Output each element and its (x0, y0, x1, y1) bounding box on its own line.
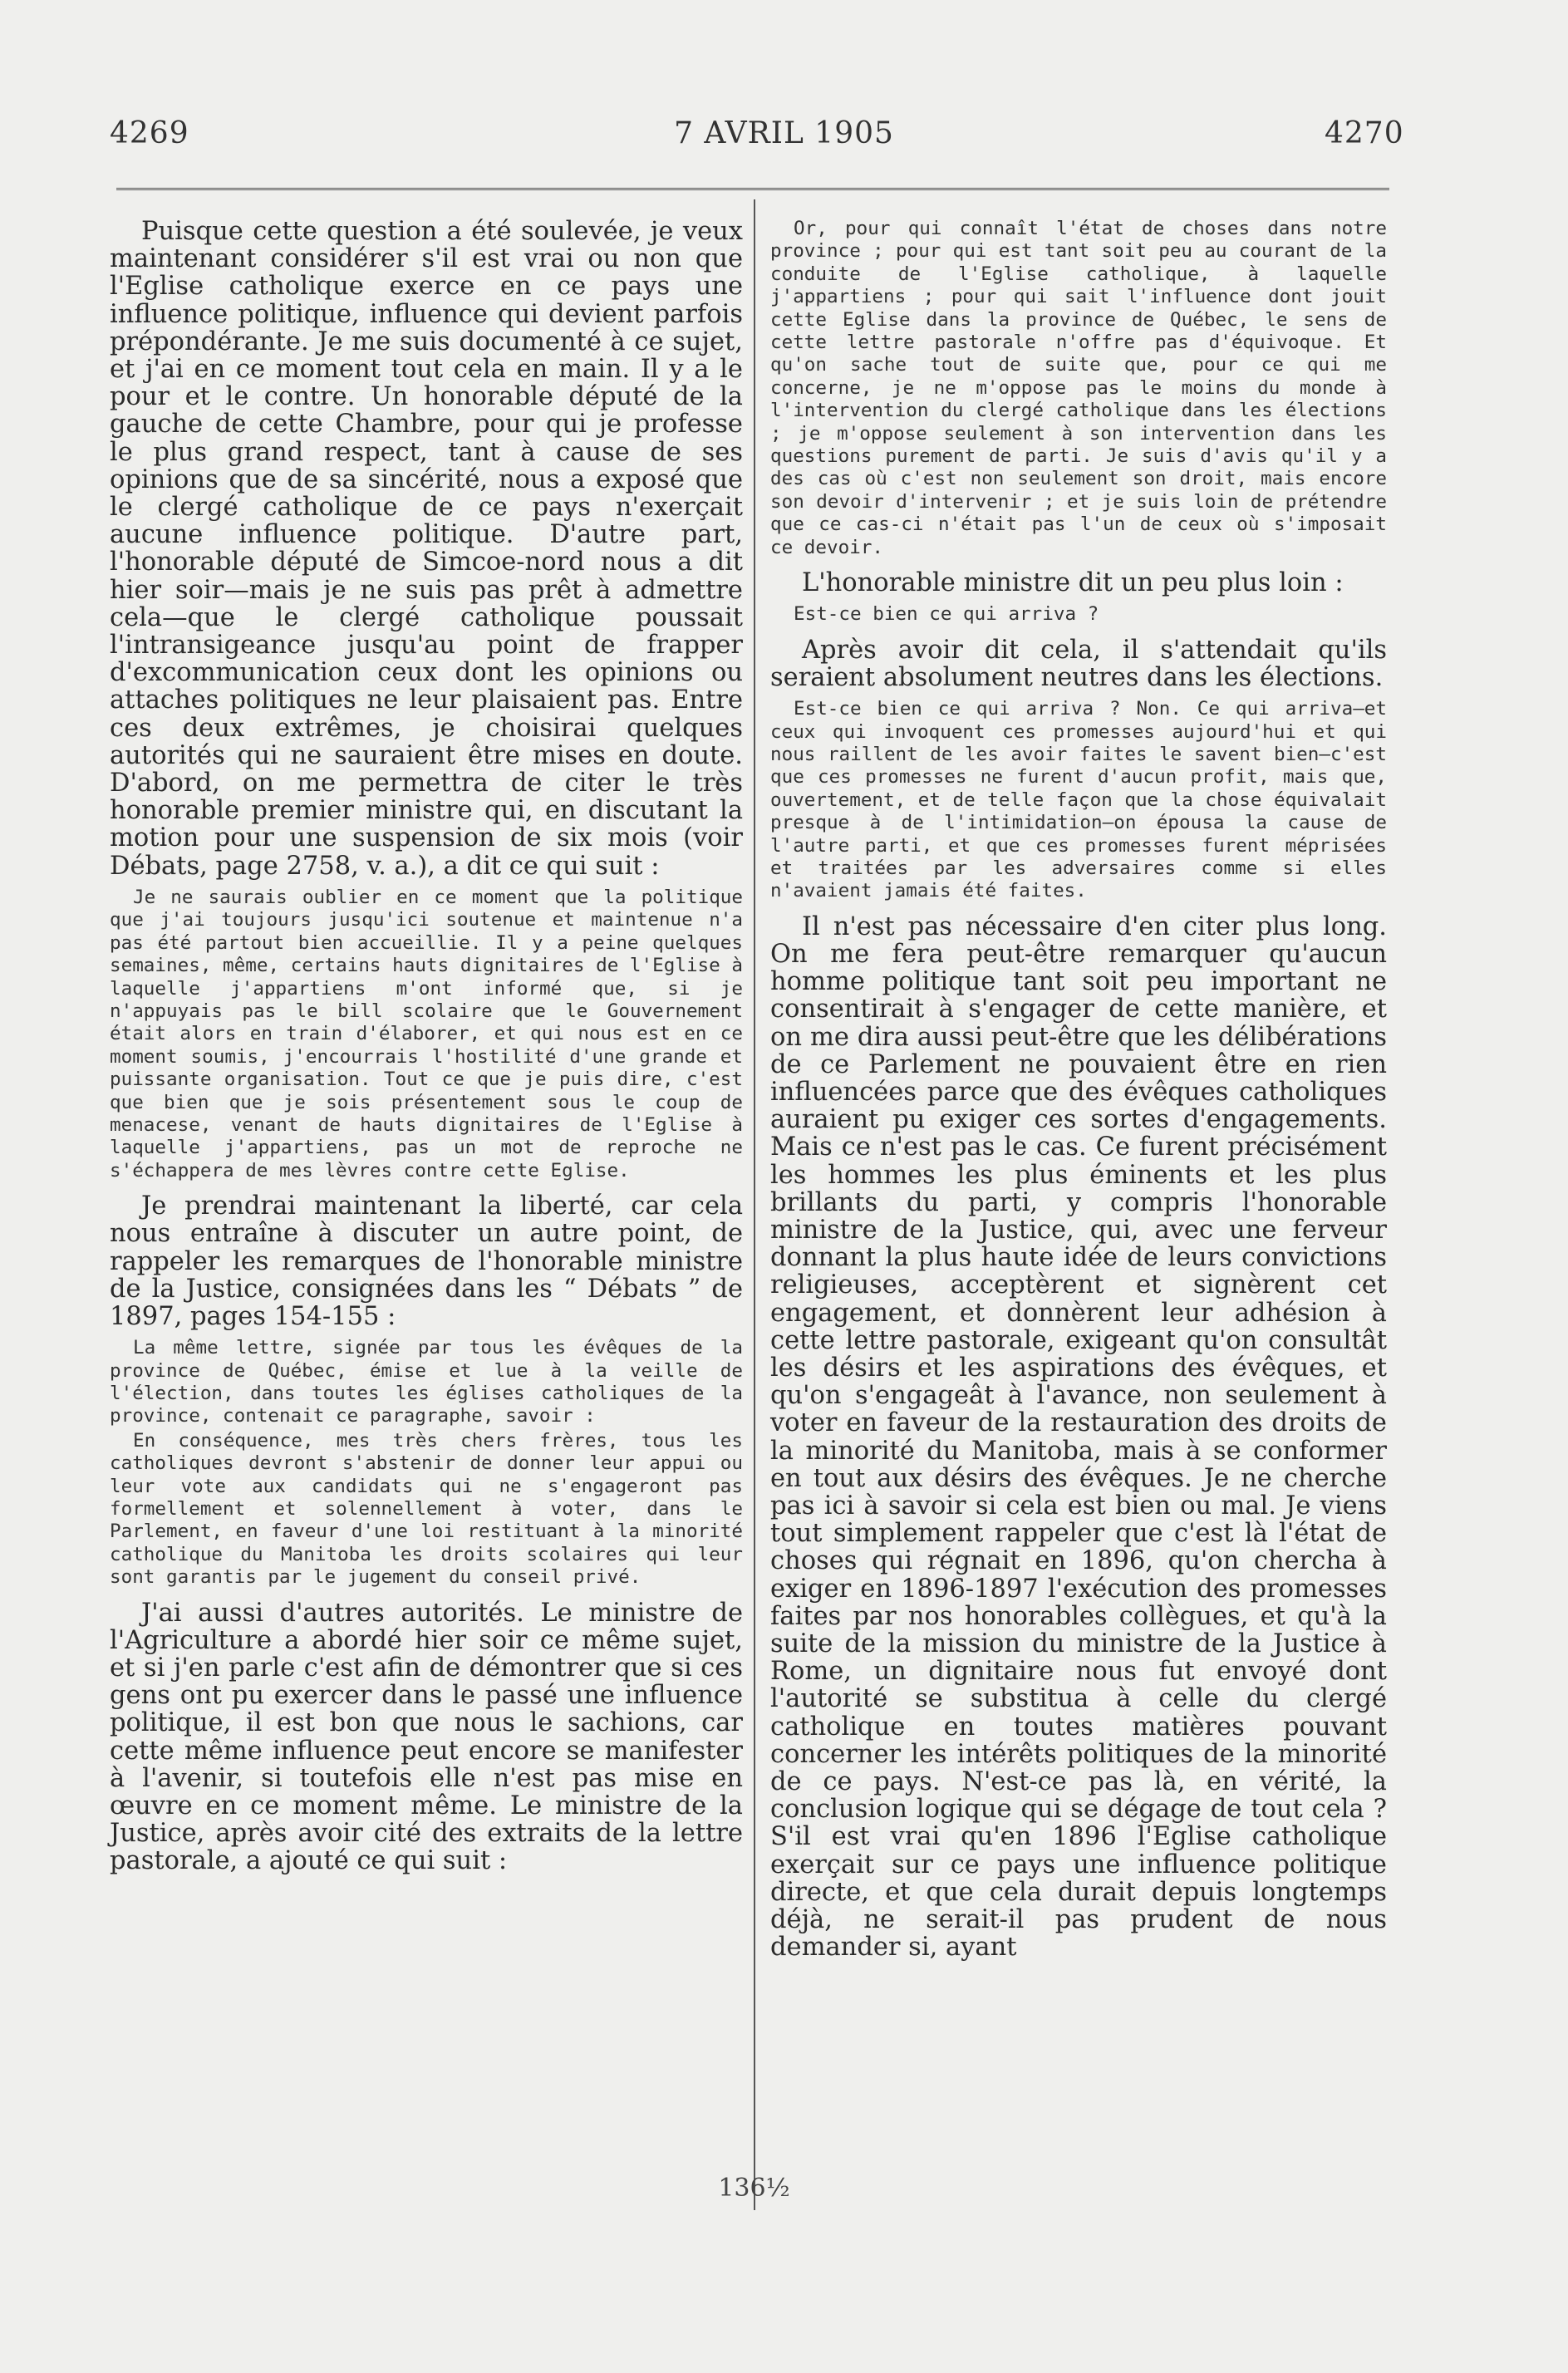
paragraph: Je prendrai maintenant la liberté, car cela nous entraîne à discuter un autre point, de rappeler les remarques de l'honorable ministre de la Justice, consignées dans les “ Débats ” de 1897, pages 154-155 : (110, 1191, 743, 1331)
block-quote: En conséquence, mes très chers frères, tous les catholiques devront s'abstenir de donner leur appui ou leur vote aux candidats qui ne s'engageront pas formellement et solennellement à voter, dans le Parlement, en faveur d'une loi restituant à la minorité catholique du Manitoba les droits scolaires qui leur sont garantis par le jugement du conseil privé. (110, 1429, 743, 1589)
block-quote: Est-ce bien ce qui arriva ? (794, 603, 1099, 626)
header-rule (116, 188, 1389, 190)
column-divider (754, 199, 755, 2210)
page-number-right: 4270 (1325, 116, 1404, 150)
folio-number: 136½ (718, 2174, 790, 2203)
block-quote: Est-ce bien ce qui arriva ? Non. Ce qui arriva—et ceux qui invoquent ces promesses aujourd'hui et qui nous raillent de les avoir faites le savent bien—c'est que ces promesses ne furent d'aucun profit, mais que, ouvertement, et de telle façon que la chose équivalait presque à de l'intimidation—on épousa la cause de l'autre parti, et que ces promesses furent méprisées et traitées par les adversaires comme si elles n'avaient jamais été faites. (770, 698, 1387, 902)
running-header-date: 7 AVRIL 1905 (674, 116, 894, 150)
page-number-left: 4269 (110, 116, 189, 150)
paragraph: Puisque cette question a été soulevée, je veux maintenant considérer s'il est vrai ou non que l'Eglise catholique exerce en ce pays une influence politique, influence qui devient parfois prépondérante. Je me suis documenté à ce sujet, et j'ai en ce moment tout cela en main. Il y a le pour et le contre. Un honorable député de la gauche de cette Chambre, pour qui je professe le plus grand respect, tant à cause de ses opinions que de sa sincérité, nous a exposé que le clergé catholique de ce pays n'exerçait aucune influence politique. D'autre part, l'honorable député de Simcoe-nord nous a dit hier soir—mais je ne suis pas prêt à admettre cela—que le clergé catholique poussait l'intransigeance jusqu'au point de frapper d'excommunication ceux dont les opinions ou attaches politiques ne leur plaisaient pas. Entre ces deux extrêmes, je choisirai quelques autorités qui ne sauraient être mises en doute. D'abord, on me permettra de citer le très honorable premier ministre qui, en discutant la motion pour une suspension de six mois (voir Débats, page 2758, v. a.), a dit ce qui suit : (110, 217, 743, 881)
block-quote: La même lettre, signée par tous les évêques de la province de Québec, émise et lue à la veille de l'élection, dans toutes les églises catholiques de la province, contenait ce paragraphe, savoir : (110, 1337, 743, 1427)
paragraph: Après avoir dit cela, il s'attendait qu'ils seraient absolument neutres dans les élections. (770, 635, 1387, 692)
paragraph: Il n'est pas nécessaire d'en citer plus long. On me fera peut-être remarquer qu'aucun homme politique tant soit peu important ne consentirait à s'engager de cette manière, et on me dira aussi peut-être que les délibérations de ce Parlement ne pouvaient être en rien influencées parce que des évêques catholiques auraient pu exiger ces sortes d'engagements. Mais ce n'est pas le cas. Ce furent précisément les hommes les plus éminents et les plus brillants du parti, y compris l'honorable ministre de la Justice, qui, avec une ferveur donnant la plus haute idée de leurs convictions religieuses, acceptèrent et signèrent cet engagement, et donnèrent leur adhésion à cette lettre pastorale, exigeant qu'on consultât les désirs et les aspirations des évêques, et qu'on s'engageât à l'avance, non seulement à voter en faveur de la restauration des droits de la minorité du Manitoba, mais à se conformer en tout aux désirs des évêques. Je ne cherche pas ici à savoir si cela est bien ou mal. Je viens tout simplement rappeler que c'est là l'état de choses qui régnait en 1896, qu'on chercha à exiger en 1896-1897 l'exécution des promesses faites par nos honorables collègues, et qu'à la suite de la mission du ministre de la Justice à Rome, un dignitaire nous fut envoyé dont l'autorité se substitua à celle du clergé catholique en toutes matières pouvant concerner les intérêts politiques de la minorité de ce pays. N'est-ce pas là, en vérité, la conclusion logique qui se dégage de tout cela ? S'il est vrai qu'en 1896 l'Eglise catholique exerçait sur ce pays une influence politique directe, et que cela durait depuis longtemps déjà, ne serait-il pas prudent de nous demander si, ayant (770, 911, 1387, 1963)
left-column (110, 218, 743, 1882)
block-quote: Je ne saurais oublier en ce moment que la politique que j'ai toujours jusqu'ici soutenue et maintenue n'a pas été partout bien accueillie. Il y a peine quelques semaines, même, certains hauts dignitaires de l'Eglise à laquelle j'appartiens m'ont informé que, si je n'appuyais pas le bill scolaire que le Gouvernement était alors en train d'élaborer, et qui nous est en ce moment soumis, j'encourrais l'hostilité d'une grande et puissante organisation. Tout ce que je puis dire, c'est que bien que je sois présentement sous le coup de menacese, venant de hauts dignitaires de l'Eglise à laquelle j'appartiens, pas un mot de reproche ne s'échappera de mes lèvres contre cette Eglise. (110, 886, 743, 1182)
right-column (770, 218, 1387, 1968)
paragraph: L'honorable ministre dit un peu plus loin : (802, 568, 1344, 598)
paragraph: J'ai aussi d'autres autorités. Le ministre de l'Agriculture a abordé hier soir ce même sujet, et si j'en parle c'est afin de démontrer que si ces gens ont pu exercer dans le passé une influence politique, il est bon que nous le sachions, car cette même influence peut encore se manifester à l'avenir, si toutefois elle n'est pas mise en œuvre en ce moment même. Le ministre de la Justice, après avoir cité des extraits de la lettre pastorale, a ajouté ce qui suit : (110, 1598, 743, 1876)
block-quote: Or, pour qui connaît l'état de choses dans notre province ; pour qui est tant soit peu au courant de la conduite de l'Eglise catholique, à laquelle j'appartiens ; pour qui sait l'influence dont jouit cette Eglise dans la province de Québec, le sens de cette lettre pastorale n'offre pas d'équivoque. Et qu'on sache tout de suite que, pour ce qui me concerne, je ne m'oppose pas le moins du monde à l'intervention du clergé catholique dans les élections ; je m'oppose seulement à son intervention dans les questions purement de parti. Je suis d'avis qu'il y a des cas où c'est non seulement son droit, mais encore son devoir d'intervenir ; et je suis loin de prétendre que ce cas-ci n'était pas l'un de ceux où s'imposait ce devoir. (770, 218, 1387, 558)
